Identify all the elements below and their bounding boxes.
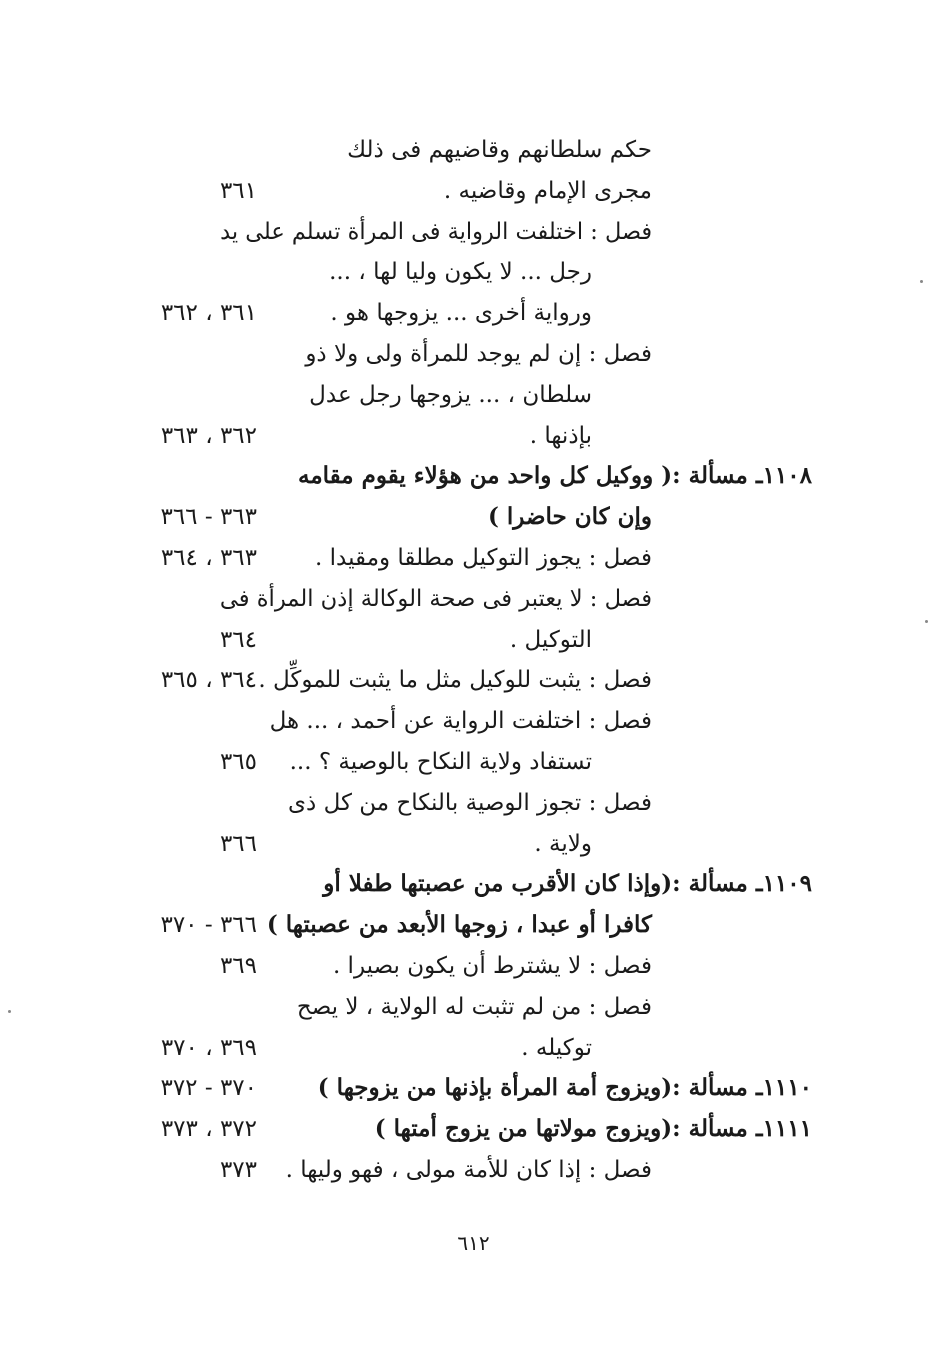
index-entry-text: حكم سلطانهم وقاضيهم فى ذلك bbox=[347, 137, 652, 163]
index-entry-text: فصل : اختلفت الرواية فى المرأة تسلم على يد bbox=[219, 218, 652, 245]
scan-speck bbox=[925, 620, 928, 623]
index-entry-line bbox=[0, 416, 947, 456]
index-entry-text: فصل : لا يعتبر فى صحة الوكالة إذن المرأة فى bbox=[219, 585, 652, 612]
page-reference: ٣٦١ bbox=[219, 177, 257, 204]
index-entry-text: فصل : تجوز الوصية بالنكاح من كل ذى bbox=[288, 789, 652, 816]
index-entry-line bbox=[0, 1068, 947, 1108]
index-entry-line bbox=[0, 824, 947, 864]
index-entry-text: بإذنها . bbox=[529, 422, 592, 449]
index-entry-line bbox=[0, 171, 947, 211]
page-reference: ٣٦٩ bbox=[219, 953, 257, 979]
index-entry-text: فصل : يجوز التوكيل مطلقا ومقيدا . bbox=[315, 545, 652, 571]
index-entry-line bbox=[0, 905, 947, 945]
index-entry-text: سلطان ، ... يزوجها رجل عدل bbox=[309, 381, 592, 408]
index-entry-text: فصل : يثبت للوكيل مثل ما يثبت للموكِّل . bbox=[258, 667, 652, 694]
index-entry-line bbox=[0, 660, 947, 700]
index-entry-line bbox=[0, 334, 947, 374]
index-entry-line bbox=[0, 864, 947, 904]
page-reference: ٣٧٣ bbox=[219, 1157, 257, 1183]
index-entry-line bbox=[0, 252, 947, 292]
page-reference: ٣٦٥ bbox=[219, 749, 257, 775]
index-entry-text: فصل : إذا كان للأمة مولى ، فهو وليها . bbox=[285, 1157, 652, 1183]
index-entry-text: توكيله . bbox=[521, 1034, 592, 1061]
index-entry-text: فصل : اختلفت الرواية عن أحمد ، ... هل bbox=[269, 708, 652, 735]
page-reference: ٣٦١ ، ٣٦٢ bbox=[160, 300, 257, 327]
index-entry-line bbox=[0, 375, 947, 415]
page-reference: ٣٦٤ ، ٣٦٥ bbox=[160, 667, 257, 694]
page-reference: ٣٦٢ ، ٣٦٣ bbox=[160, 422, 257, 449]
index-heading-text: ١١١٠ـ مسألة :(ويزوج أمة المرأة بإذنها من يزوجها ) bbox=[317, 1074, 812, 1102]
index-heading-text: كافرا أو عبدا ، زوجها الأبعد من عصبتها ) bbox=[266, 911, 652, 939]
page-reference: ٣٦٣ - ٣٦٦ bbox=[160, 504, 257, 531]
index-entry-line bbox=[0, 620, 947, 660]
page-reference: ٣٦٦ bbox=[219, 830, 257, 857]
index-entry-text: رجل ... لا يكون وليا لها ، ... bbox=[329, 259, 592, 286]
index-entry-line bbox=[0, 783, 947, 823]
index-entry-line bbox=[0, 1150, 947, 1190]
index-entry-line bbox=[0, 497, 947, 537]
page-reference: ٣٦٦ - ٣٧٠ bbox=[160, 912, 257, 939]
index-entry-line bbox=[0, 742, 947, 782]
index-entry-text: فصل : من لم تثبت له الولاية ، لا يصح bbox=[296, 993, 652, 1020]
index-entry-text: مجرى الإمام وقاضيه . bbox=[443, 177, 652, 204]
index-heading-text: ١١١١ـ مسألة :(ويزوج مولاتها من يزوج أمتها ) bbox=[374, 1115, 812, 1143]
page-reference: ٣٧٠ - ٣٧٢ bbox=[160, 1075, 257, 1102]
index-entry-line bbox=[0, 538, 947, 578]
index-entry-text: فصل : إن لم يوجد للمرأة ولى ولا ذو bbox=[305, 341, 652, 367]
index-entry-text: ورواية أخرى ... يزوجها هو . bbox=[330, 300, 592, 327]
index-entry-line bbox=[0, 212, 947, 252]
index-entry-text: التوكيل . bbox=[509, 626, 592, 653]
index-entry-line bbox=[0, 456, 947, 496]
index-entry-line bbox=[0, 701, 947, 741]
scan-speck bbox=[8, 1010, 11, 1013]
index-entry-line bbox=[0, 130, 947, 170]
index-heading-text: ١١٠٩ـ مسألة :(وإذا كان الأقرب من عصبتها طفلا أو bbox=[323, 870, 812, 898]
page-reference: ٣٧٢ ، ٣٧٣ bbox=[160, 1116, 257, 1143]
index-entry-text: فصل : لا يشترط أن يكون بصيرا . bbox=[332, 953, 652, 979]
index-entry-text: تستفاد ولاية النكاح بالوصية ؟ ... bbox=[289, 749, 592, 775]
index-entry-line bbox=[0, 1028, 947, 1068]
page-reference: ٣٦٣ ، ٣٦٤ bbox=[160, 545, 257, 571]
index-entry-line bbox=[0, 987, 947, 1027]
index-entry-line bbox=[0, 946, 947, 986]
page-number: ٦١٢ bbox=[457, 1231, 490, 1255]
page-reference: ٣٦٩ ، ٣٧٠ bbox=[160, 1034, 257, 1061]
index-entry-line bbox=[0, 293, 947, 333]
index-entry-line bbox=[0, 579, 947, 619]
index-entry-text: ولاية . bbox=[534, 830, 592, 857]
index-heading-text: ١١٠٨ـ مسألة :( ووكيل كل واحد من هؤلاء يقوم مقامه bbox=[297, 462, 812, 490]
index-heading-text: وإن كان حاضرا ) bbox=[488, 503, 652, 531]
scan-speck bbox=[920, 280, 923, 283]
page-reference: ٣٦٤ bbox=[219, 626, 257, 653]
index-entry-line bbox=[0, 1109, 947, 1149]
